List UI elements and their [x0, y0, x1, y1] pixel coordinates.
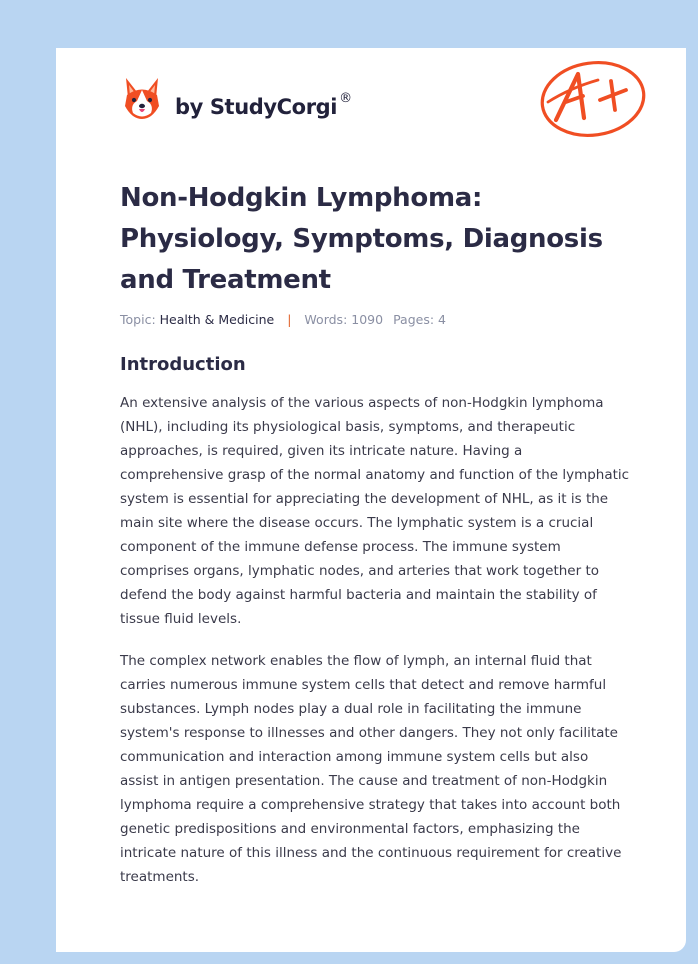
topic-link[interactable]: Health & Medicine [159, 312, 275, 327]
section-heading: Introduction [120, 354, 246, 375]
body-paragraph: The complex network enables the flow of lymph, an internal fluid that carries numerous immune system cells that detect and remove harmful substances. Lymph nodes play a dual role in facilitating the immune system's response to illnesses and other dangers. They not only facilitate communication and interaction among immune system cells but also assist in antigen presentation. The cause and treatment of non-Hodgkin lymphoma require a comprehensive strategy that takes into account both genetic predispositions and environmental factors, emphasizing the intricate nature of this illness and the continuous requirement for creative treatments. [120, 653, 622, 885]
document-page [56, 48, 686, 952]
pages-count: 4 [438, 312, 446, 327]
brand-name[interactable]: by StudyCorgi ® [175, 91, 352, 119]
article-meta [120, 312, 446, 327]
registered-mark: ® [339, 91, 352, 106]
body-paragraph: An extensive analysis of the various aspects of non-Hodgkin lymphoma (NHL), including its physiological basis, symptoms, and therapeutic approaches, is required, given its intricate nature. Having a comprehensive grasp of the normal anatomy and function of the lymphatic system is essential for appreciating the development of NHL, as it is the main site where the disease occurs. The lymphatic system is a crucial component of the immune defense process. The immune system comprises organs, lymphatic nodes, and arteries that work together to defend the body against harmful bacteria and maintain the stability of tissue fluid levels. [120, 395, 630, 627]
topic-label: Topic: [120, 312, 156, 327]
article-title: Non-Hodgkin Lymphoma: Physiology, Symptoms, Diagnosis and Treatment [120, 183, 603, 295]
a-plus-grade-icon [538, 58, 648, 140]
words-label: Words: [304, 312, 348, 327]
pages-label: Pages: [393, 312, 435, 327]
words-count: 1090 [351, 312, 384, 327]
meta-separator: | [287, 312, 292, 327]
corgi-logo-icon [122, 76, 162, 122]
